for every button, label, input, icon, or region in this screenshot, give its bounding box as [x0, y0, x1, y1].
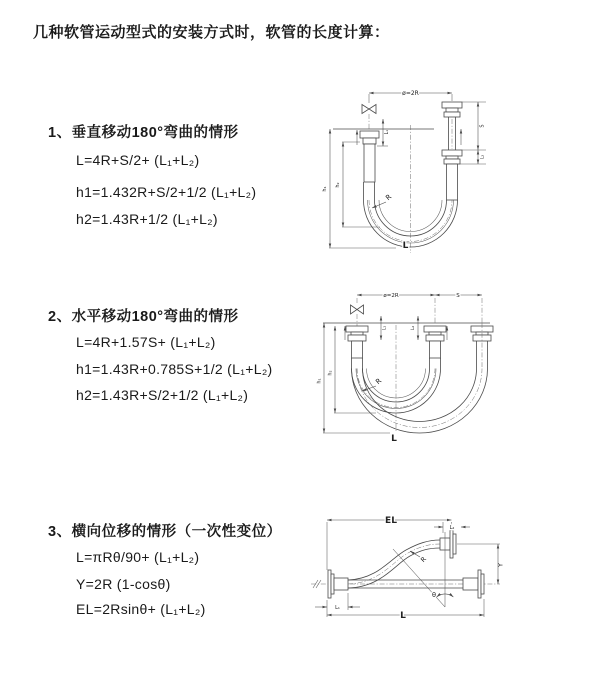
flange-right	[463, 570, 484, 598]
dim-l1	[381, 316, 388, 340]
dim-s	[435, 293, 482, 323]
dim-l1-label: L₁	[335, 605, 340, 611]
dim-l2	[410, 316, 418, 340]
dim-l1	[315, 593, 360, 611]
section1-formula-h1: h1=1.432R+S/2+1/2 (L₁+L₂)	[76, 184, 257, 200]
flange-right	[471, 323, 493, 369]
section3-formula-L: L=πRθ/90+ (L₁+L₂)	[76, 549, 200, 565]
dim-h2-label: h₂	[335, 182, 341, 188]
flange-left	[360, 131, 379, 182]
section1-heading: 1、垂直移动180°弯曲的情形	[48, 125, 239, 141]
section1-formula-L: L=4R+S/2+ (L₁+L₂)	[76, 152, 200, 168]
dim-length-label: L	[402, 241, 409, 251]
dim-l1-label: L₁	[385, 129, 390, 135]
dim-radius-label: R	[419, 555, 429, 565]
dim-el	[327, 516, 452, 570]
dim-radius-label: R	[384, 192, 394, 203]
section1-formula-h2: h2=1.43R+1/2 (L₁+L₂)	[76, 211, 218, 227]
section3-heading: 3、横向位移的情形（一次性变位）	[48, 524, 282, 540]
dim-radius	[410, 551, 428, 564]
section2-heading: 2、水平移动180°弯曲的情形	[48, 309, 239, 325]
hose-displaced-position	[348, 540, 440, 588]
dim-l2-label: L₂	[449, 525, 455, 531]
flange-middle	[424, 326, 446, 358]
dim-el-label: EL	[385, 516, 397, 526]
flange-right	[442, 102, 462, 200]
section3-formula-EL: EL=2Rsinθ+ (L₁+L₂)	[76, 601, 206, 617]
dim-h1-label: h₁	[316, 378, 323, 384]
dim-h1-label: h₁	[322, 186, 328, 192]
diagram-horizontal-180-bend	[318, 283, 503, 445]
diagram-lateral-displacement	[303, 503, 503, 633]
dim-diameter-label: ø=2R	[383, 293, 399, 300]
dim-diameter	[369, 90, 452, 103]
valve-icon	[362, 105, 376, 132]
dim-length-label: L	[391, 434, 397, 444]
dim-s-label: S	[479, 124, 486, 128]
dim-h1	[322, 129, 396, 248]
dim-l2-label: L₂	[480, 154, 486, 160]
diagram-vertical-180-bend	[320, 85, 495, 263]
section2-formula-h2: h2=1.43R+S/2+1/2 (L₁+L₂)	[76, 387, 249, 403]
section2-formula-h1: h1=1.43R+0.785S+1/2 (L₁+L₂)	[76, 361, 273, 377]
dim-diameter-label: ø=2R	[402, 90, 419, 98]
dim-y-label: Y	[496, 563, 505, 567]
dim-radius-label: R	[374, 376, 384, 387]
dim-l1-label: L₁	[382, 325, 388, 331]
dim-s-label: S	[456, 293, 460, 300]
section2-formula-L: L=4R+1.57S+ (L₁+L₂)	[76, 334, 216, 350]
flange-left	[328, 570, 348, 598]
page-title: 几种软管运动型式的安装方式时，软管的长度计算：	[33, 24, 390, 41]
flange-left	[346, 326, 368, 358]
angle-theta-label: θ	[432, 591, 436, 599]
dim-length-label: L	[400, 611, 406, 621]
dim-h2-label: h₂	[327, 370, 334, 376]
dim-diameter	[357, 293, 435, 323]
dim-length	[327, 599, 484, 621]
dim-s	[462, 102, 486, 150]
dim-l2-label: L₂	[411, 325, 416, 331]
section3-formula-Y: Y=2R (1-cosθ)	[76, 576, 171, 592]
flange-upper	[440, 530, 456, 558]
